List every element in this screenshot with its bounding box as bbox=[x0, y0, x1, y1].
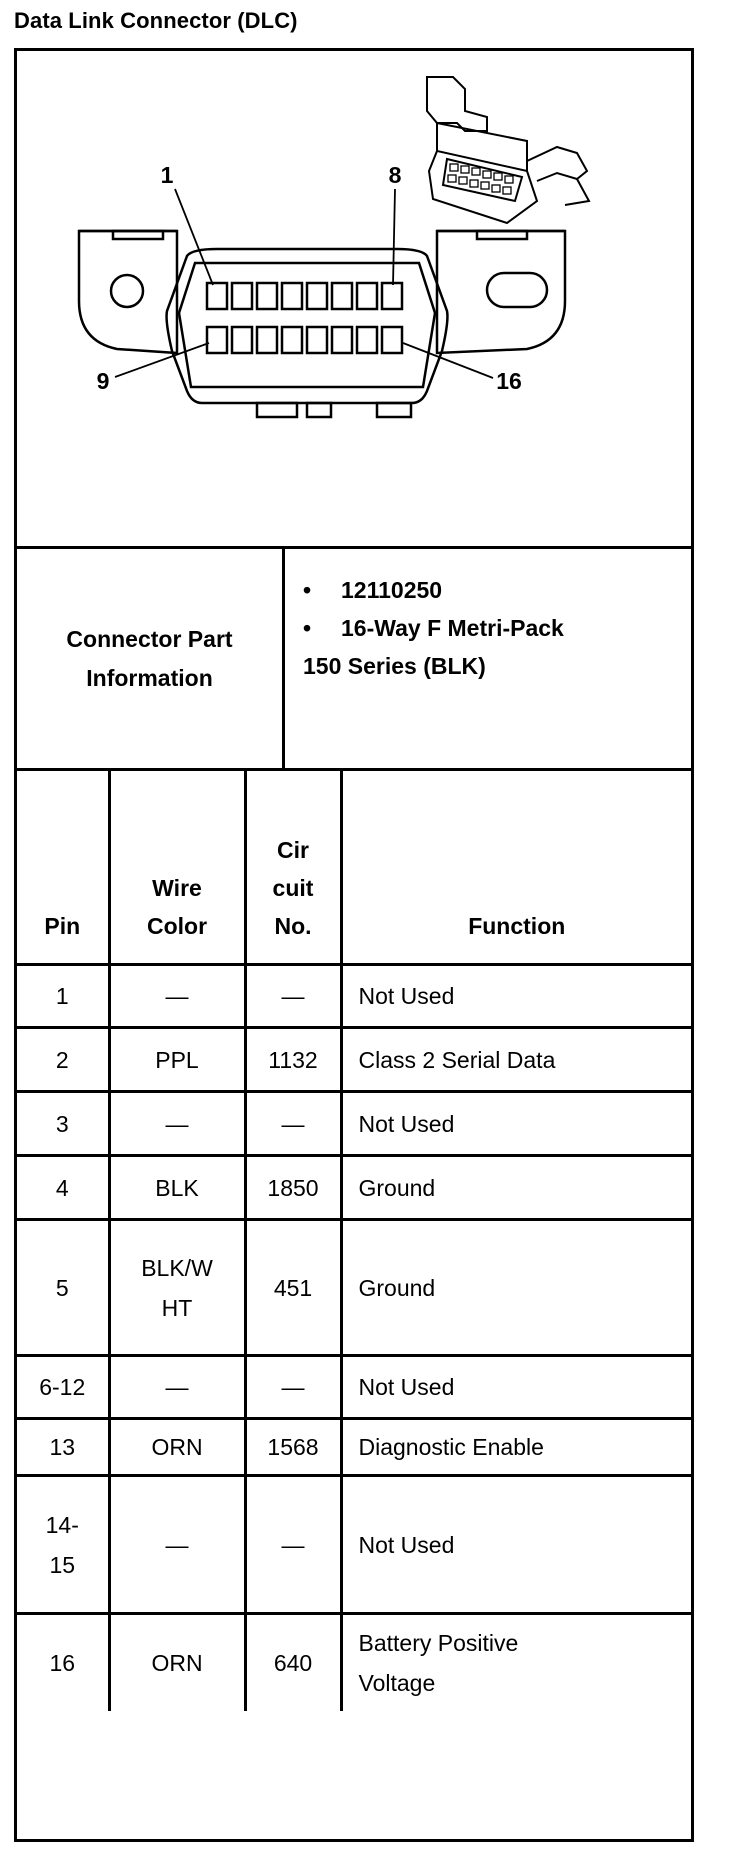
pin-cell: 6-12 bbox=[17, 1356, 109, 1419]
bullet-icon: • bbox=[303, 615, 312, 641]
connector-figure bbox=[17, 51, 691, 546]
header-function: Function bbox=[341, 770, 691, 965]
connector-table-frame bbox=[14, 48, 694, 1842]
function-cell: Class 2 Serial Data bbox=[341, 1028, 691, 1092]
connector-part-info-row bbox=[17, 546, 691, 768]
circuit-cell: — bbox=[245, 1092, 341, 1156]
wire-color-cell: ORN bbox=[109, 1419, 245, 1476]
wire-color-cell: — bbox=[109, 1356, 245, 1419]
wire-color-cell: — bbox=[109, 965, 245, 1028]
wire-color-cell: PPL bbox=[109, 1028, 245, 1092]
circuit-cell: 1568 bbox=[245, 1419, 341, 1476]
page-title: Data Link Connector (DLC) bbox=[14, 8, 298, 33]
connector-isometric-thumbnail bbox=[427, 77, 589, 223]
table-row bbox=[17, 1356, 691, 1419]
circuit-cell: 451 bbox=[245, 1220, 341, 1356]
connector-type: 16-Way F Metri-Pack bbox=[341, 615, 564, 641]
connector-part-info-value bbox=[285, 549, 691, 768]
function-cell: Ground bbox=[341, 1220, 691, 1356]
wire-color-cell: BLK/W HT bbox=[109, 1220, 245, 1356]
header-circuit-no: Cir cuit No. bbox=[245, 770, 341, 965]
function-cell: Battery Positive Voltage bbox=[341, 1614, 691, 1711]
dlc-connector-face-icon bbox=[17, 51, 691, 546]
connector-series: 150 Series (BLK) bbox=[303, 653, 486, 679]
connector-part-info-label bbox=[17, 549, 285, 768]
table-row bbox=[17, 1476, 691, 1614]
function-cell: Not Used bbox=[341, 1476, 691, 1614]
pin-cell: 16 bbox=[17, 1614, 109, 1711]
header-wire-color: Wire Color bbox=[109, 770, 245, 965]
header-pin: Pin bbox=[17, 770, 109, 965]
circuit-cell: 1132 bbox=[245, 1028, 341, 1092]
wire-color-cell: — bbox=[109, 1476, 245, 1614]
wire-color-cell: — bbox=[109, 1092, 245, 1156]
bullet-item bbox=[303, 609, 691, 647]
pin-table-header bbox=[17, 770, 691, 965]
circuit-cell: — bbox=[245, 1356, 341, 1419]
bullet-item bbox=[303, 571, 691, 609]
pin-cell: 1 bbox=[17, 965, 109, 1028]
function-cell: Diagnostic Enable bbox=[341, 1419, 691, 1476]
pin-cell: 4 bbox=[17, 1156, 109, 1220]
function-cell: Ground bbox=[341, 1156, 691, 1220]
wire-color-cell: ORN bbox=[109, 1614, 245, 1711]
bullet-icon: • bbox=[303, 577, 312, 603]
table-row bbox=[17, 1419, 691, 1476]
table-row bbox=[17, 1614, 691, 1711]
table-row bbox=[17, 965, 691, 1028]
pin-cell: 13 bbox=[17, 1419, 109, 1476]
pin-cell: 5 bbox=[17, 1220, 109, 1356]
table-row bbox=[17, 1156, 691, 1220]
circuit-cell: — bbox=[245, 1476, 341, 1614]
function-cell: Not Used bbox=[341, 965, 691, 1028]
circuit-cell: 640 bbox=[245, 1614, 341, 1711]
table-row bbox=[17, 1220, 691, 1356]
part-number: 12110250 bbox=[341, 577, 443, 603]
pin-cell: 3 bbox=[17, 1092, 109, 1156]
table-row bbox=[17, 1028, 691, 1092]
pin-label-8: 8 bbox=[388, 162, 402, 188]
circuit-cell: 1850 bbox=[245, 1156, 341, 1220]
pin-cavities-top bbox=[207, 283, 402, 309]
pin-table bbox=[17, 768, 691, 1711]
pin-cavities-bottom bbox=[207, 327, 402, 353]
pin-cell: 14- 15 bbox=[17, 1476, 109, 1614]
info-label-line-1: Connector Part bbox=[66, 625, 233, 652]
pin-label-1: 1 bbox=[160, 162, 174, 188]
function-cell: Not Used bbox=[341, 1092, 691, 1156]
wire-color-cell: BLK bbox=[109, 1156, 245, 1220]
pin-label-16: 16 bbox=[496, 368, 522, 394]
pin-label-9: 9 bbox=[96, 368, 110, 394]
circuit-cell: — bbox=[245, 965, 341, 1028]
info-label-line-2: Information bbox=[86, 664, 213, 691]
function-cell: Not Used bbox=[341, 1356, 691, 1419]
table-row bbox=[17, 1092, 691, 1156]
pin-cell: 2 bbox=[17, 1028, 109, 1092]
